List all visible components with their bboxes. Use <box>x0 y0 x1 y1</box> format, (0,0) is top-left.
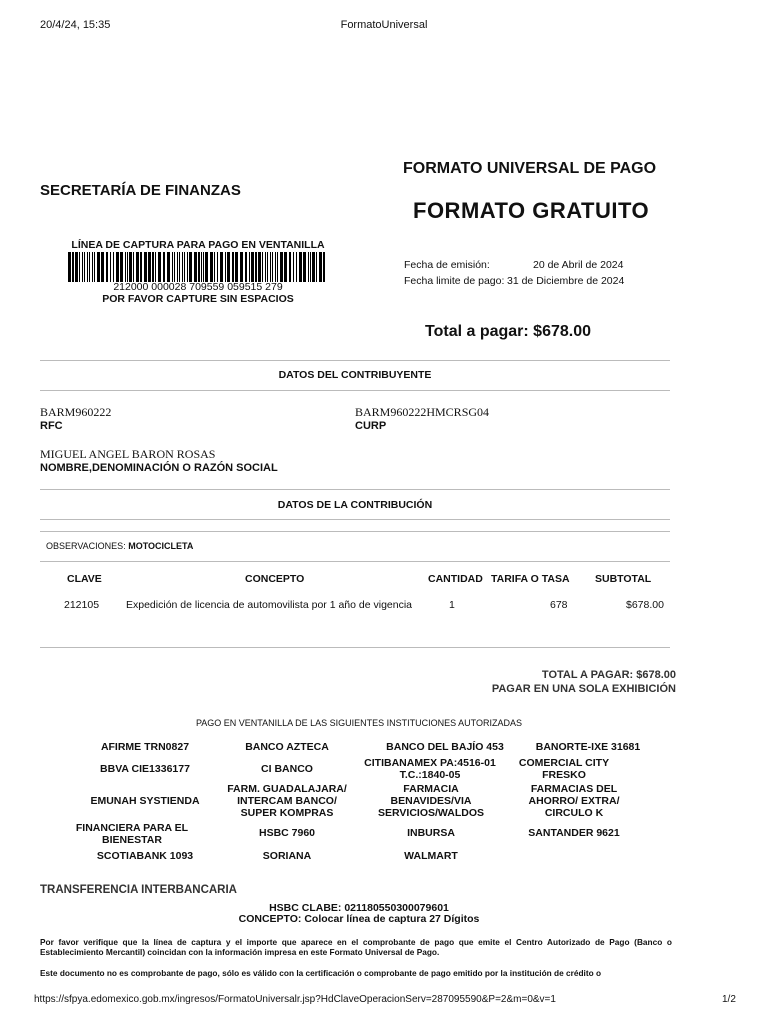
row-clave: 212105 <box>64 599 100 611</box>
col-header-subtotal: SUBTOTAL <box>595 573 652 585</box>
institution-banco-bajio: BANCO DEL BAJÍO 453 <box>386 741 504 753</box>
taxpayer-section-title: DATOS DEL CONTRIBUYENTE <box>278 369 432 381</box>
divider <box>40 561 670 562</box>
institution-bbva: BBVA CIE1336177 <box>100 763 190 775</box>
limit-date-label: Fecha limite de pago: <box>404 275 505 287</box>
capture-line-label: LÍNEA DE CAPTURA PARA PAGO EN VENTANILLA <box>71 239 325 251</box>
rfc-value: BARM960222 <box>40 405 112 419</box>
print-title: FormatoUniversal <box>340 19 428 31</box>
divider <box>40 531 670 532</box>
limit-date-value: 31 de Diciembre de 2024 <box>507 275 625 287</box>
institution-afirme: AFIRME TRN0827 <box>100 741 190 753</box>
agency-name: SECRETARÍA DE FINANZAS <box>40 182 241 199</box>
format-title: FORMATO UNIVERSAL DE PAGO <box>403 160 657 177</box>
total-to-pay: Total a pagar: $678.00 <box>425 323 591 340</box>
row-cantidad: 1 <box>449 599 455 611</box>
institution-hsbc: HSBC 7960 <box>258 827 316 839</box>
print-datetime: 20/4/24, 15:35 <box>40 19 111 31</box>
institution-inbursa: INBURSA <box>407 827 455 839</box>
row-tarifa: 678 <box>550 599 568 611</box>
institutions-title: PAGO EN VENTANILLA DE LAS SIGUIENTES INSTITUCIONES AUTORIZADAS <box>195 718 523 728</box>
taxpayer-name-value: MIGUEL ANGEL BARON ROSAS <box>40 447 216 461</box>
single-payment-note: PAGAR EN UNA SOLA EXHIBICIÓN <box>491 683 676 695</box>
capture-line-number: 212000 000028 709559 059515 279 <box>113 281 283 293</box>
institution-city-fresko: COMERCIAL CITY FRESKO <box>518 757 610 781</box>
print-url[interactable]: https://sfpya.edomexico.gob.mx/ingresos/FormatoUniversalr.jsp?HdClaveOperacionServ=287095590&P=2&m=0&v=1 <box>34 994 556 1005</box>
rfc-label: RFC <box>40 420 63 432</box>
institution-financiera-bienestar: FINANCIERA PARA EL BIENESTAR <box>75 822 189 846</box>
transfer-concept: CONCEPTO: Colocar línea de captura 27 Dígitos <box>238 913 480 925</box>
institution-banorte: BANORTE-IXE 31681 <box>535 741 641 753</box>
institution-santander: SANTANDER 9621 <box>528 827 620 839</box>
transfer-clabe: HSBC CLABE: 021180550300079601 <box>269 902 449 914</box>
contribution-section-title: DATOS DE LA CONTRIBUCIÓN <box>277 499 433 511</box>
row-concepto: Expedición de licencia de automovilista por 1 año de vigencia <box>126 599 413 611</box>
institution-walmart: WALMART <box>404 850 458 862</box>
total-line: TOTAL A PAGAR: $678.00 <box>541 669 676 681</box>
col-header-clave: CLAVE <box>67 573 102 585</box>
emission-date-label: Fecha de emisión: <box>404 259 490 271</box>
observations-value: MOTOCICLETA <box>128 541 194 551</box>
curp-value: BARM960222HMCRSG04 <box>355 405 490 419</box>
col-header-tarifa: TARIFA O TASA <box>491 573 570 585</box>
divider <box>40 647 670 648</box>
divider <box>40 360 670 361</box>
observations-label: OBSERVACIONES: <box>46 541 126 551</box>
divider <box>40 489 670 490</box>
institution-emunah: EMUNAH SYSTIENDA <box>90 795 200 807</box>
institution-scotiabank: SCOTIABANK 1093 <box>96 850 194 862</box>
print-page-number: 1/2 <box>722 994 736 1005</box>
divider <box>40 519 670 520</box>
institution-ci-banco: CI BANCO <box>261 763 313 775</box>
taxpayer-name-label: NOMBRE,DENOMINACIÓN O RAZÓN SOCIAL <box>40 462 278 474</box>
col-header-concepto: CONCEPTO <box>245 573 305 585</box>
disclaimer-not-receipt: Este documento no es comprobante de pago, sólo es válido con la certificación o comprobante de pago emitido por la institución de crédito o <box>40 968 602 978</box>
institution-banco-azteca: BANCO AZTECA <box>245 741 329 753</box>
emission-date-value: 20 de Abril de 2024 <box>533 259 624 271</box>
observations <box>46 541 193 551</box>
format-subtitle: FORMATO GRATUITO <box>413 198 650 223</box>
institution-soriana: SORIANA <box>262 850 312 862</box>
institution-farmacias-ahorro: FARMACIAS DEL AHORRO/ EXTRA/ CIRCULO K <box>528 783 620 819</box>
capture-line-note: POR FAVOR CAPTURE SIN ESPACIOS <box>102 293 294 305</box>
col-header-cantidad: CANTIDAD <box>428 573 483 585</box>
row-subtotal: $678.00 <box>626 599 664 611</box>
curp-label: CURP <box>355 420 387 432</box>
transfer-title: TRANSFERENCIA INTERBANCARIA <box>40 884 237 896</box>
divider <box>40 390 670 391</box>
institution-farmacia-benavides: FARMACIA BENAVIDES/VIA SERVICIOS/WALDOS <box>378 783 484 819</box>
disclaimer-verify: Por favor verifique que la línea de captura y el importe que aparece en el comprobante de pago que emite el Centro Autorizado de Pago (Banco o Establecimiento Mercantil) coincidan con la información impresa en este Formato Universal de Pago. <box>40 937 672 957</box>
institution-farm-guadalajara: FARM. GUADALAJARA/ INTERCAM BANCO/ SUPER KOMPRAS <box>227 783 347 819</box>
institution-citibanamex: CITIBANAMEX PA:4516-01 T.C.:1840-05 <box>364 757 496 781</box>
barcode-image <box>68 252 328 282</box>
